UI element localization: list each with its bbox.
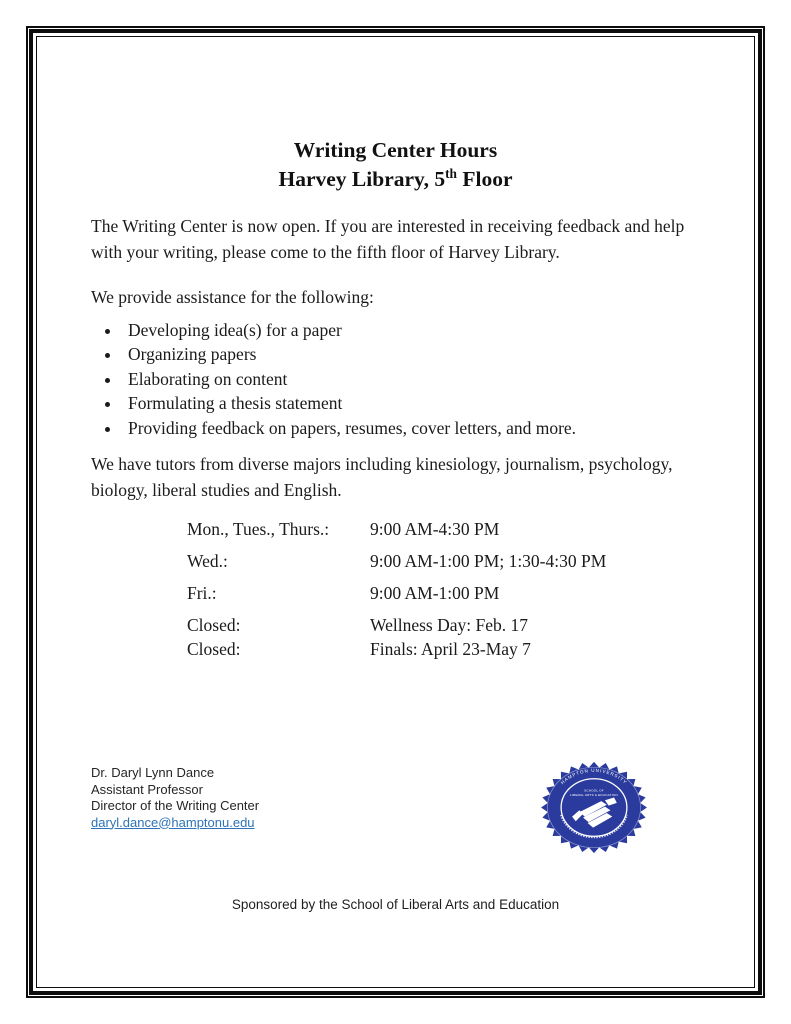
schedule-hours: 9:00 AM-1:00 PM; 1:30-4:30 PM: [370, 551, 607, 571]
title-superscript: th: [445, 165, 457, 181]
schedule-row: [187, 549, 700, 573]
schedule-hours: 9:00 AM-4:30 PM: [370, 519, 500, 539]
title-line2: Harvey Library, 5th Floor: [278, 165, 513, 191]
schedule-day: Wed.:: [187, 551, 228, 571]
list-item: • Organizing papers: [122, 342, 700, 367]
schedule-row: [187, 613, 700, 637]
schedule-hours: Wellness Day: Feb. 17: [370, 615, 529, 635]
schedule-day: Fri.:: [187, 583, 217, 603]
page-title: [91, 136, 700, 194]
university-seal: [539, 760, 649, 855]
seal-graphic: [539, 760, 649, 855]
list-item: • Formulating a thesis statement: [122, 391, 700, 416]
schedule-day: Closed:: [187, 639, 241, 659]
seal-center-line2: LIBERAL ARTS & EDUCATION: [570, 793, 618, 798]
assistance-heading: We provide assistance for the following:: [91, 287, 374, 307]
sponsor-line: Sponsored by the School of Liberal Arts and Education: [231, 897, 560, 912]
seal-arc-text: HAMPTON UNIVERSITY: [559, 767, 629, 786]
list-item: • Providing feedback on papers, resumes, cover letters, and more.: [122, 416, 700, 441]
email-link[interactable]: daryl.dance@hamptonu.edu: [91, 814, 255, 830]
list-item: • Elaborating on content: [122, 367, 700, 392]
schedule-row: [187, 637, 700, 661]
schedule-day: Closed:: [187, 615, 241, 635]
intro-paragraph: The Writing Center is now open. If you are interested in receiving feedback and help with your writing, please come to the fifth floor of Harvey Library.: [91, 216, 685, 262]
schedule-day: Mon., Tues., Thurs.:: [187, 519, 330, 539]
services-list: [91, 318, 700, 441]
schedule-hours: 9:00 AM-1:00 PM: [370, 583, 500, 603]
tutors-paragraph: We have tutors from diverse majors including kinesiology, journalism, psychology, biology, liberal studies and English.: [91, 454, 673, 500]
schedule-row: [187, 517, 700, 541]
title-line1: Writing Center Hours: [293, 138, 498, 162]
seal-center-line1: SCHOOL OF: [584, 788, 604, 793]
contact-role: Director of the Writing Center: [91, 798, 260, 813]
list-item: • Developing idea(s) for a paper: [122, 318, 700, 343]
contact-title: Assistant Professor: [91, 781, 203, 797]
page-border-outer: [26, 26, 765, 998]
hours-schedule: [187, 517, 700, 661]
contact-name: Dr. Daryl Lynn Dance: [91, 765, 215, 780]
schedule-hours: Finals: April 23-May 7: [370, 639, 531, 659]
schedule-row: [187, 581, 700, 605]
page-border-middle: [29, 29, 762, 995]
